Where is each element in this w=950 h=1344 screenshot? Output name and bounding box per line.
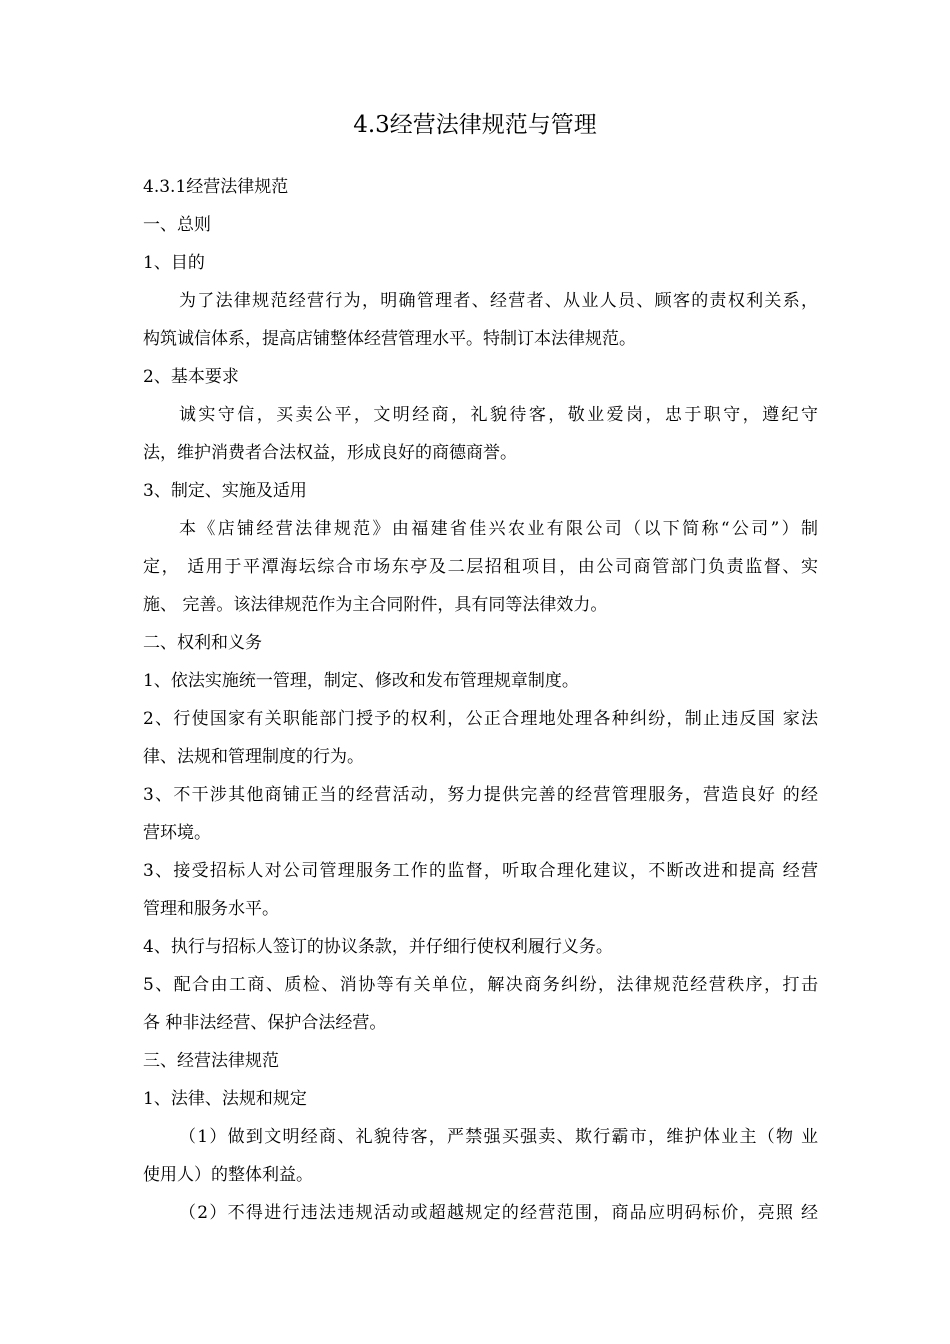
subheading-purpose: 1、目的: [143, 253, 205, 273]
list-item-continuation: 使用人）的整体利益。: [143, 1165, 313, 1185]
list-item-continuation: 管理和服务水平。: [143, 899, 279, 919]
list-item: 3、接受招标人对公司管理服务工作的监督，听取合理化建议，不断改进和提高 经营: [143, 861, 818, 881]
list-item: 3、不干涉其他商铺正当的经营活动，努力提供完善的经营管理服务，营造良好 的经: [143, 785, 818, 805]
list-item: 1、依法实施统一管理，制定、修改和发布管理规章制度。: [143, 671, 579, 691]
paragraph-line: 诚实守信，买卖公平，文明经商，礼貌待客，敬业爱岗，忠于职守，遵纪守: [179, 405, 818, 425]
paragraph-line: 本《店铺经营法律规范》由福建省佳兴农业有限公司（以下简称“公司”）制: [179, 519, 818, 539]
paragraph-line: 施、 完善。该法律规范作为主合同附件，具有同等法律效力。: [143, 595, 608, 615]
document-title: 4.3经营法律规范与管理: [353, 112, 597, 138]
list-item: （2）不得进行违法违规活动或超越规定的经营范围，商品应明码标价，亮照 经: [179, 1203, 818, 1223]
list-item: 5、配合由工商、质检、消协等有关单位，解决商务纠纷，法律规范经营秩序，打击: [143, 975, 818, 995]
paragraph-line: 定， 适用于平潭海坛综合市场东亭及二层招租项目，由公司商管部门负责监督、实: [143, 557, 818, 577]
list-item-continuation: 律、法规和管理制度的行为。: [143, 747, 364, 767]
paragraph-line: 构筑诚信体系，提高店铺整体经营管理水平。特制订本法律规范。: [143, 329, 636, 349]
list-item: （1）做到文明经商、礼貌待客，严禁强买强卖、欺行霸市，维护体业主（物 业: [179, 1127, 818, 1147]
paragraph-line: 为了法律规范经营行为，明确管理者、经营者、从业人员、顾客的责权利关系，: [179, 291, 818, 311]
section-heading-general: 一、总则: [143, 215, 211, 235]
list-item-continuation: 各 种非法经营、保护合法经营。: [143, 1013, 387, 1033]
list-item: 2、行使国家有关职能部门授予的权利，公正合理地处理各种纠纷，制止违反国 家法: [143, 709, 818, 729]
subheading-basic-requirements: 2、基本要求: [143, 367, 239, 387]
subheading-laws: 1、法律、法规和规定: [143, 1089, 307, 1109]
section-heading-rights: 二、权利和义务: [143, 633, 262, 653]
section-heading-regulations: 三、经营法律规范: [143, 1051, 279, 1071]
section-heading-4-3-1: 4.3.1经营法律规范: [143, 177, 289, 197]
paragraph-line: 法，维护消费者合法权益，形成良好的商德商誉。: [143, 443, 517, 463]
subheading-formulation: 3、制定、实施及适用: [143, 481, 307, 501]
list-item-continuation: 营环境。: [143, 823, 211, 843]
list-item: 4、执行与招标人签订的协议条款，并仔细行使权利履行义务。: [143, 937, 613, 957]
